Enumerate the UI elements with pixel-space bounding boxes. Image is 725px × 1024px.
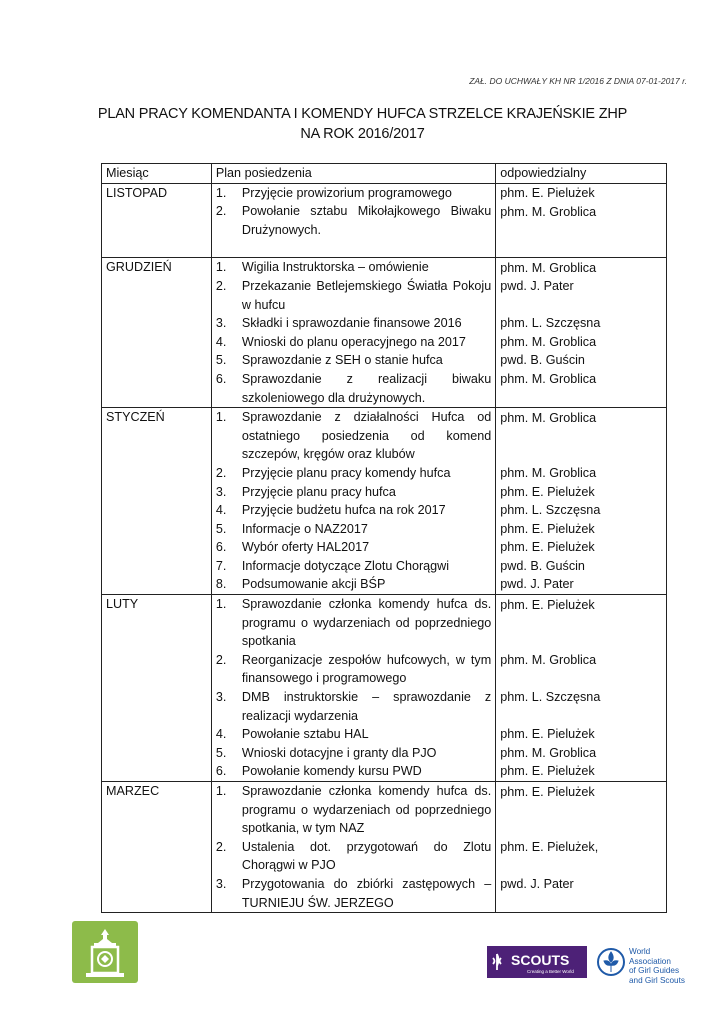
list-item (216, 575, 491, 594)
plan-list (216, 595, 491, 781)
item-number: 5. (215, 745, 227, 760)
list-item (216, 762, 491, 781)
month-cell: LUTY (102, 595, 212, 782)
list-item (216, 557, 491, 576)
plan-cell (211, 258, 495, 408)
item-text: Powołanie sztabu Mikołajkowego Biwaku Drużynowych. (241, 204, 492, 237)
item-text: Sprawozdanie członka komendy hufca ds. programu o wydarzeniach od poprzedniego spotkania (241, 597, 492, 649)
item-text: Przyjęcie budżetu hufca na rok 2017 (241, 503, 446, 518)
list-item (216, 184, 491, 203)
item-text: Przyjęcie planu pracy komendy hufca (241, 465, 451, 480)
responsible-person: phm. E. Pielużek (500, 484, 595, 499)
item-number: 3. (215, 690, 227, 705)
month-cell: MARZEC (102, 782, 212, 913)
responsible-person: phm. L. Szczęsna (500, 690, 601, 705)
item-number: 1. (215, 410, 227, 425)
list-item (216, 351, 491, 370)
item-number: 6. (215, 764, 227, 779)
item-number: 4. (215, 503, 227, 518)
item-number: 3. (215, 876, 227, 891)
list-item (216, 520, 491, 539)
plan-cell (211, 408, 495, 595)
item-text: Informacje dotyczące Zlotu Chorągwi (241, 558, 450, 573)
item-number: 5. (215, 521, 227, 536)
list-item (216, 277, 491, 314)
item-number: 4. (215, 334, 227, 349)
item-text: Ustalenia dot. przygotowań do Zlotu Chorągwi w PJO (241, 839, 492, 873)
responsible-person: pwd. B. Guścin (500, 558, 585, 573)
item-text: Informacje o NAZ2017 (241, 521, 368, 536)
responsible-person: pwd. B. Guścin (500, 353, 585, 368)
list-item (216, 595, 491, 651)
plan-list (216, 408, 491, 594)
item-text: Sprawozdanie z działalności Hufca od ostatniego posiedzenia od komend szczepów, kręgów oraz klubów (241, 410, 492, 462)
table-row (102, 595, 667, 782)
month-cell: STYCZEŃ (102, 408, 212, 595)
item-number: 3. (215, 484, 227, 499)
list-item (216, 314, 491, 333)
plan-cell (211, 183, 495, 258)
responsible-person: pwd. J. Pater (500, 876, 574, 891)
scouts-logo-text: SCOUTS (511, 952, 570, 968)
item-number: 4. (215, 727, 227, 742)
title-line-1: PLAN PRACY KOMENDANTA I KOMENDY HUFCA STRZELCE KRAJEŃSKIE ZHP (97, 106, 628, 122)
table-body (102, 183, 667, 913)
title-line-2: NA ROK 2016/2017 (300, 126, 425, 142)
item-text: Wnioski do planu operacyjnego na 2017 (241, 334, 466, 349)
item-text: Przyjęcie prowizorium programowego (241, 185, 452, 200)
list-item (216, 651, 491, 688)
row-spacer (216, 239, 491, 257)
header-plan: Plan posiedzenia (211, 164, 495, 184)
wagggs-text (629, 947, 688, 985)
item-number: 7. (215, 558, 227, 573)
plan-cell (211, 595, 495, 782)
attachment-note: ZAŁ. DO UCHWAŁY KH NR 1/2016 Z DNIA 07-01-2017 r. (469, 76, 687, 86)
page-title (0, 104, 725, 144)
table-row (102, 258, 667, 408)
item-text: Wigilia Instruktorska – omówienie (241, 260, 429, 275)
zhp-logo (72, 921, 138, 983)
item-number: 1. (215, 185, 227, 200)
list-item (216, 258, 491, 277)
responsible-person: phm. E. Pielużek (500, 764, 595, 779)
item-number: 1. (215, 784, 227, 798)
table-row (102, 782, 667, 913)
wagggs-line-3: and Girl Scouts (629, 975, 685, 985)
scouts-tagline: Creating a Better World (527, 969, 574, 974)
list-item (216, 688, 491, 725)
item-number: 2. (215, 204, 227, 219)
list-item (216, 782, 491, 838)
responsible-person: phm. M. Groblica (500, 334, 597, 349)
work-plan-table (101, 163, 667, 913)
item-number: 5. (215, 353, 227, 368)
plan-cell (211, 782, 495, 913)
list-item (216, 501, 491, 520)
list-item (216, 725, 491, 744)
item-number: 8. (215, 577, 227, 592)
list-item (216, 202, 491, 239)
item-text: Składki i sprawozdanie finansowe 2016 (241, 316, 462, 331)
list-item (216, 838, 491, 875)
item-text: DMB instruktorskie – sprawozdanie z realizacji wydarzenia (241, 690, 492, 723)
item-number: 2. (215, 652, 227, 667)
item-text: Reorganizacje zespołów hufcowych, w tym finansowego i programowego (241, 652, 492, 686)
responsible-person: phm. E. Pielużek (500, 727, 595, 742)
wagggs-line-2: of Girl Guides (629, 966, 680, 975)
item-number: 2. (215, 465, 227, 480)
item-text: Sprawozdanie z SEH o stanie hufca (241, 353, 443, 368)
item-text: Sprawozdanie z realizacji biwaku szkoleniowego dla drużynowych. (241, 371, 492, 405)
table-row (102, 408, 667, 595)
responsible-cell (496, 595, 667, 782)
list-item (216, 875, 491, 912)
wagggs-line-1: World Association (629, 947, 671, 966)
wagggs-logo (596, 945, 688, 985)
responsible-cell (496, 183, 667, 258)
plan-list (216, 782, 491, 912)
item-text: Przekazanie Betlejemskiego Światła Pokoju w hufcu (241, 278, 492, 312)
list-item (216, 370, 491, 407)
item-text: Podsumowanie akcji BŚP (241, 577, 386, 592)
responsible-person: phm. M. Groblica (500, 371, 597, 386)
item-number: 1. (215, 597, 227, 612)
table-row (102, 183, 667, 258)
list-item (216, 464, 491, 483)
item-text: Powołanie komendy kursu PWD (241, 764, 422, 779)
responsible-person: phm. E. Pielużek (500, 597, 595, 612)
responsible-cell (496, 408, 667, 595)
month-cell: GRUDZIEŃ (102, 258, 212, 408)
responsible-person: phm. M. Groblica (500, 465, 597, 480)
item-text: Wybór oferty HAL2017 (241, 540, 370, 555)
responsible-person: phm. E. Pielużek (500, 540, 595, 555)
item-text: Sprawozdanie członka komendy hufca ds. programu o wydarzeniach od poprzedniego spotkania, w tym NAZ (241, 784, 492, 836)
responsible-person: phm. M. Groblica (500, 260, 597, 275)
item-number: 2. (215, 839, 227, 854)
responsible-person: pwd. J. Pater (500, 279, 574, 294)
responsible-person: pwd. J. Pater (500, 577, 574, 592)
responsible-person: phm. L. Szczęsna (500, 503, 601, 518)
list-item (216, 333, 491, 352)
responsible-person: phm. M. Groblica (500, 652, 597, 667)
list-item (216, 744, 491, 763)
header-responsible: odpowiedzialny (496, 164, 667, 184)
responsible-cell (496, 258, 667, 408)
month-cell: LISTOPAD (102, 183, 212, 258)
responsible-person: phm. M. Groblica (500, 410, 597, 425)
responsible-person: phm. E. Pielużek (500, 186, 595, 201)
list-item (216, 483, 491, 502)
item-text: Przygotowania do zbiórki zastępowych – TURNIEJU ŚW. JERZEGO (241, 876, 492, 910)
table-header-row (102, 164, 667, 184)
item-number: 6. (215, 540, 227, 555)
scouts-logo (487, 946, 587, 978)
list-item (216, 538, 491, 557)
item-number: 2. (215, 278, 227, 293)
responsible-person: phm. E. Pielużek (500, 784, 595, 799)
responsible-cell (496, 782, 667, 913)
responsible-person: phm. E. Pielużek (500, 521, 595, 536)
item-text: Powołanie sztabu HAL (241, 727, 369, 742)
item-text: Wnioski dotacyjne i granty dla PJO (241, 745, 437, 760)
item-number: 6. (215, 371, 227, 386)
list-item (216, 408, 491, 464)
item-number: 3. (215, 316, 227, 331)
item-text: Przyjęcie planu pracy hufca (241, 484, 396, 499)
responsible-person: phm. L. Szczęsna (500, 316, 601, 331)
wagggs-trefoil-icon (596, 945, 626, 979)
responsible-person: phm. E. Pielużek, (500, 839, 599, 854)
plan-list (216, 184, 491, 240)
header-month: Miesiąc (102, 164, 212, 184)
plan-list (216, 258, 491, 407)
responsible-person: phm. M. Groblica (500, 204, 597, 219)
responsible-person: phm. M. Groblica (500, 745, 597, 760)
item-number: 1. (215, 260, 227, 275)
